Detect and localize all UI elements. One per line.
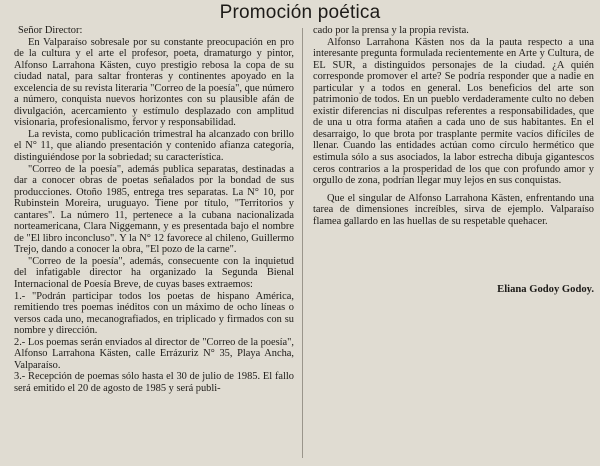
paragraph-intro: En Valparaíso sobresale por su constante preocupación en pro de la cultura y el arte el profesor, poeta, dramaturgo y pintor, Alfonso Larrahona Kästen, cuyo prestigio rebosa la copa de su ciudad natal, para saltar fronteras y continentes apoyado en la excelencia de su revista literaria "Correo de la poesía", que número a número, conquista nuevos horizontes con su plausible afán de divulgación, acercamiento y estímulo desplazado con amplitud visionaria, profesionalismo, fervor y responsabilidad. [14,36,294,129]
author-signature: Eliana Godoy Godoy. [497,284,594,295]
left-column [14,25,294,466]
bases-list [14,291,294,395]
right-column [313,25,594,365]
paragraph-conclusion: Que el singular de Alfonso Larrahona Kästen, enfrentando una tarea de dimensiones increíbles, sirva de ejemplo. Valparaíso flamea gallardo en las huellas de su respetable quehacer. [313,192,594,227]
column-divider [302,28,303,458]
base-item-1: 1.- "Podrán participar todos los poetas de hispano América, remitiendo tres poemas inéditos con un máximo de ocho líneas o versos cada uno, mecanografiados, en triplicado y firmados con su nombre y dirección. [14,290,294,337]
paragraph-revista: La revista, como publicación trimestral ha alcanzado con brillo el N° 11, que aliando presentación y contenido afianza categoría, distinguiéndose por la sobriedad; su característica. [14,128,294,164]
paragraph-bienal: "Correo de la poesía", además, consecuente con la inquietud del infatigable director ha organizado la Segunda Bienal Internacional de Poesía Breve, de cuyas bases extraemos: [14,255,294,291]
salutation: Señor Director: [18,25,83,36]
paragraph-separatas: "Correo de la poesía", además publica separatas, destinadas a dar a conocer obras de poetas señalados por la bondad de sus producciones. Otoño 1985, entrega tres separatas. La N° 10, por Rubinstein Moreira, uruguayo. Tiene por título, "Territorios y cantares". La número 11, pertenece a la cubana nacionalizada norteamericana, Clara Niggemann, y es presentada bajo el nombre de "El libro inconcluso". Y la N° 12 favorece al chileno, Guillermo Trejo, dando a conocer la obra, "El pozo de la carne". [14,163,294,256]
base-item-2: 2.- Los poemas serán enviados al director de "Correo de la poesía", Alfonso Larrahona Kästen, calle Errázuriz N° 35, Playa Ancha, Valparaíso. [14,336,294,371]
base-item-3: 3.- Recepción de poemas sólo hasta el 30 de julio de 1985. El fallo será emitido el 20 de agosto de 1985 y será publi- [14,371,294,394]
paragraph-promover-arte: Alfonso Larrahona Kästen nos da la pauta respecto a una interesante pregunta formulada recientemente en Arte y Cultura, de EL SUR, a distinguidos personajes de la ciudad. ¿A quién corresponde promover el arte? Se podría responder que a nadie en particular y a todos en general. Los beneficios del arte son patrimonio de todos. En un pueblo verdaderamente culto no deben existir diferencias ni disculpas referentes a responsabilidades, que de una u otra forma atañen a cada uno de sus habitantes. En el desarraigo, lo que brota por trasplante permite vacíos difíciles de llenar. Cuando las entidades actúan como círculo hermético que estimula sólo a sus asociados, la labor estrecha dibuja gigantescos ceros contrarios a la prosperidad de los que con profundo amor y orgullo de zona, podrían llegar muy lejos en sus conquistas. [313,36,594,187]
article-title: Promoción poética [219,2,381,23]
paragraph-continuation: cado por la prensa y la propia revista. [313,25,469,36]
